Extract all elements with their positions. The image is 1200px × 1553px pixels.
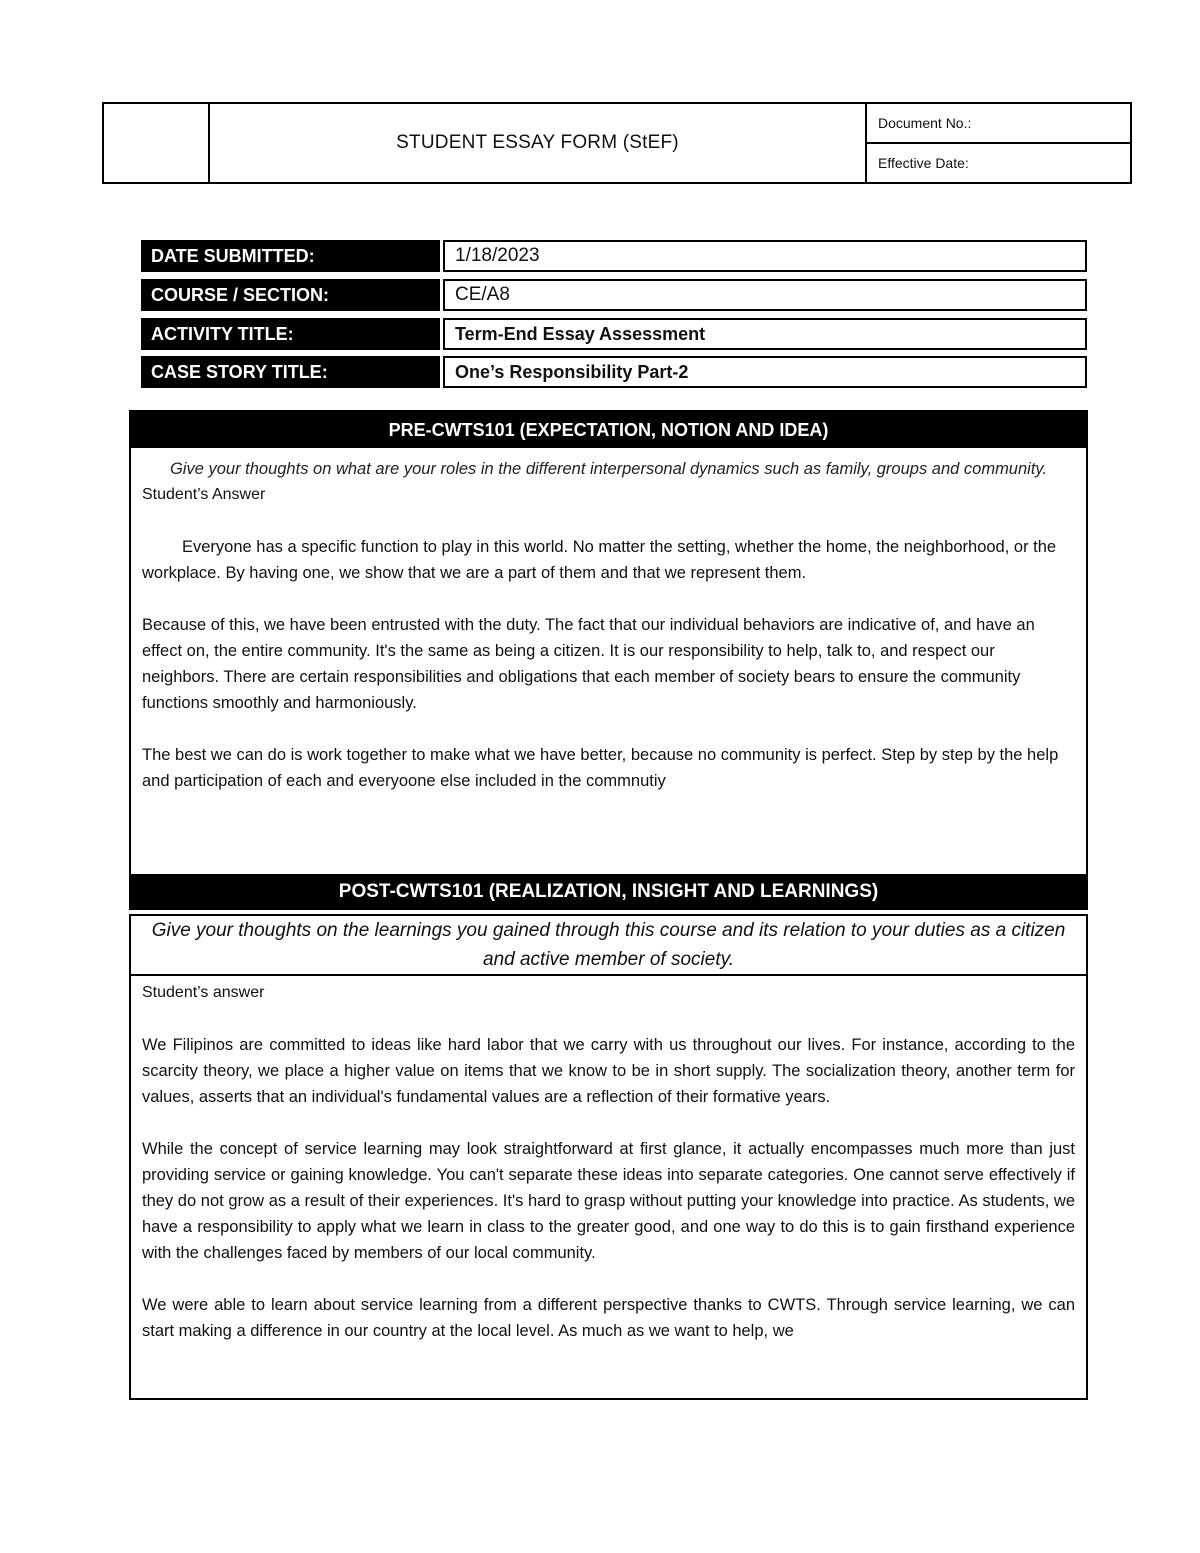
pre-answer-paragraph: Everyone has a specific function to play in this world. No matter the setting, whether the home, the neighborhood, or the workplace. By having one, we show that we are a part of them and that we represent them. xyxy=(142,538,1057,582)
case-story-title-row xyxy=(141,356,1087,388)
course-section-label: COURSE / SECTION: xyxy=(141,279,440,311)
pre-cwts-prompt: Give your thoughts on what are your roles in the different interpersonal dynamics such as family, groups and community. xyxy=(169,460,1048,478)
course-section-row xyxy=(141,279,1087,311)
post-answer-paragraph: We were able to learn about service learning from a different perspective thanks to CWTS. Through service learning, we can start making a difference in our country at the local level. As much as we want to help, we xyxy=(142,1296,1075,1340)
date-submitted-row xyxy=(141,240,1087,272)
pre-answer-paragraph: Because of this, we have been entrusted with the duty. The fact that our individual behaviors are indicative of, and have an effect on, the entire community. It's the same as being a citizen. It is our responsibility to help, talk to, and respect our neighbors. There are certain responsibilities and obligations that each member of society bears to ensure the community functions smoothly and harmoniously. xyxy=(142,616,1035,712)
date-submitted-value: 1/18/2023 xyxy=(443,240,1087,272)
document-no-label: Document No.: xyxy=(878,115,972,131)
activity-title-label: ACTIVITY TITLE: xyxy=(141,318,440,350)
effective-date-label: Effective Date: xyxy=(867,142,1130,182)
document-header xyxy=(102,102,1132,184)
post-answer-paragraph: While the concept of service learning may look straightforward at first glance, it actually encompasses much more than just providing service or gaining knowledge. You can't separate these ideas into separate categories. One cannot serve effectively if they do not grow as a result of their experiences. It's hard to grasp without putting your knowledge into practice. As students, we have a responsibility to apply what we learn in class to the greater good, and one way to do this is to gain firsthand experience with the challenges faced by members of our local community. xyxy=(142,1140,1075,1262)
pre-answer-label: Student’s Answer xyxy=(142,486,266,503)
post-cwts-answer xyxy=(129,974,1088,1400)
case-story-title-value: One’s Responsibility Part-2 xyxy=(443,356,1087,388)
form-title: STUDENT ESSAY FORM (StEF) xyxy=(210,104,867,182)
pre-cwts-section xyxy=(129,410,1088,876)
activity-title-row xyxy=(141,318,1087,350)
post-answer-label: Student’s answer xyxy=(142,984,265,1001)
post-answer-paragraph: We Filipinos are committed to ideas like hard labor that we carry with us throughout our lives. For instance, according to the scarcity theory, we place a higher value on items that we know to be in short supply. The socialization theory, another term for values, asserts that an individual's fundamental values are a reflection of their formative years. xyxy=(142,1036,1075,1106)
date-submitted-label: DATE SUBMITTED: xyxy=(141,240,440,272)
activity-title-value: Term-End Essay Assessment xyxy=(443,318,1087,350)
logo-cell xyxy=(104,104,210,182)
pre-answer-paragraph: The best we can do is work together to make what we have better, because no community is perfect. Step by step by the help and participation of each and everyoone else included in the commnutiy xyxy=(142,746,1059,790)
course-section-value: CE/A8 xyxy=(443,279,1087,311)
post-cwts-prompt: Give your thoughts on the learnings you gained through this course and its relation to your duties as a citizen and active member of society. xyxy=(129,914,1088,976)
case-story-title-label: CASE STORY TITLE: xyxy=(141,356,440,388)
document-meta xyxy=(867,104,1130,182)
post-cwts-heading: POST-CWTS101 (REALIZATION, INSIGHT AND LEARNINGS) xyxy=(129,874,1088,910)
pre-cwts-heading: PRE-CWTS101 (EXPECTATION, NOTION AND IDEA) xyxy=(131,412,1086,448)
